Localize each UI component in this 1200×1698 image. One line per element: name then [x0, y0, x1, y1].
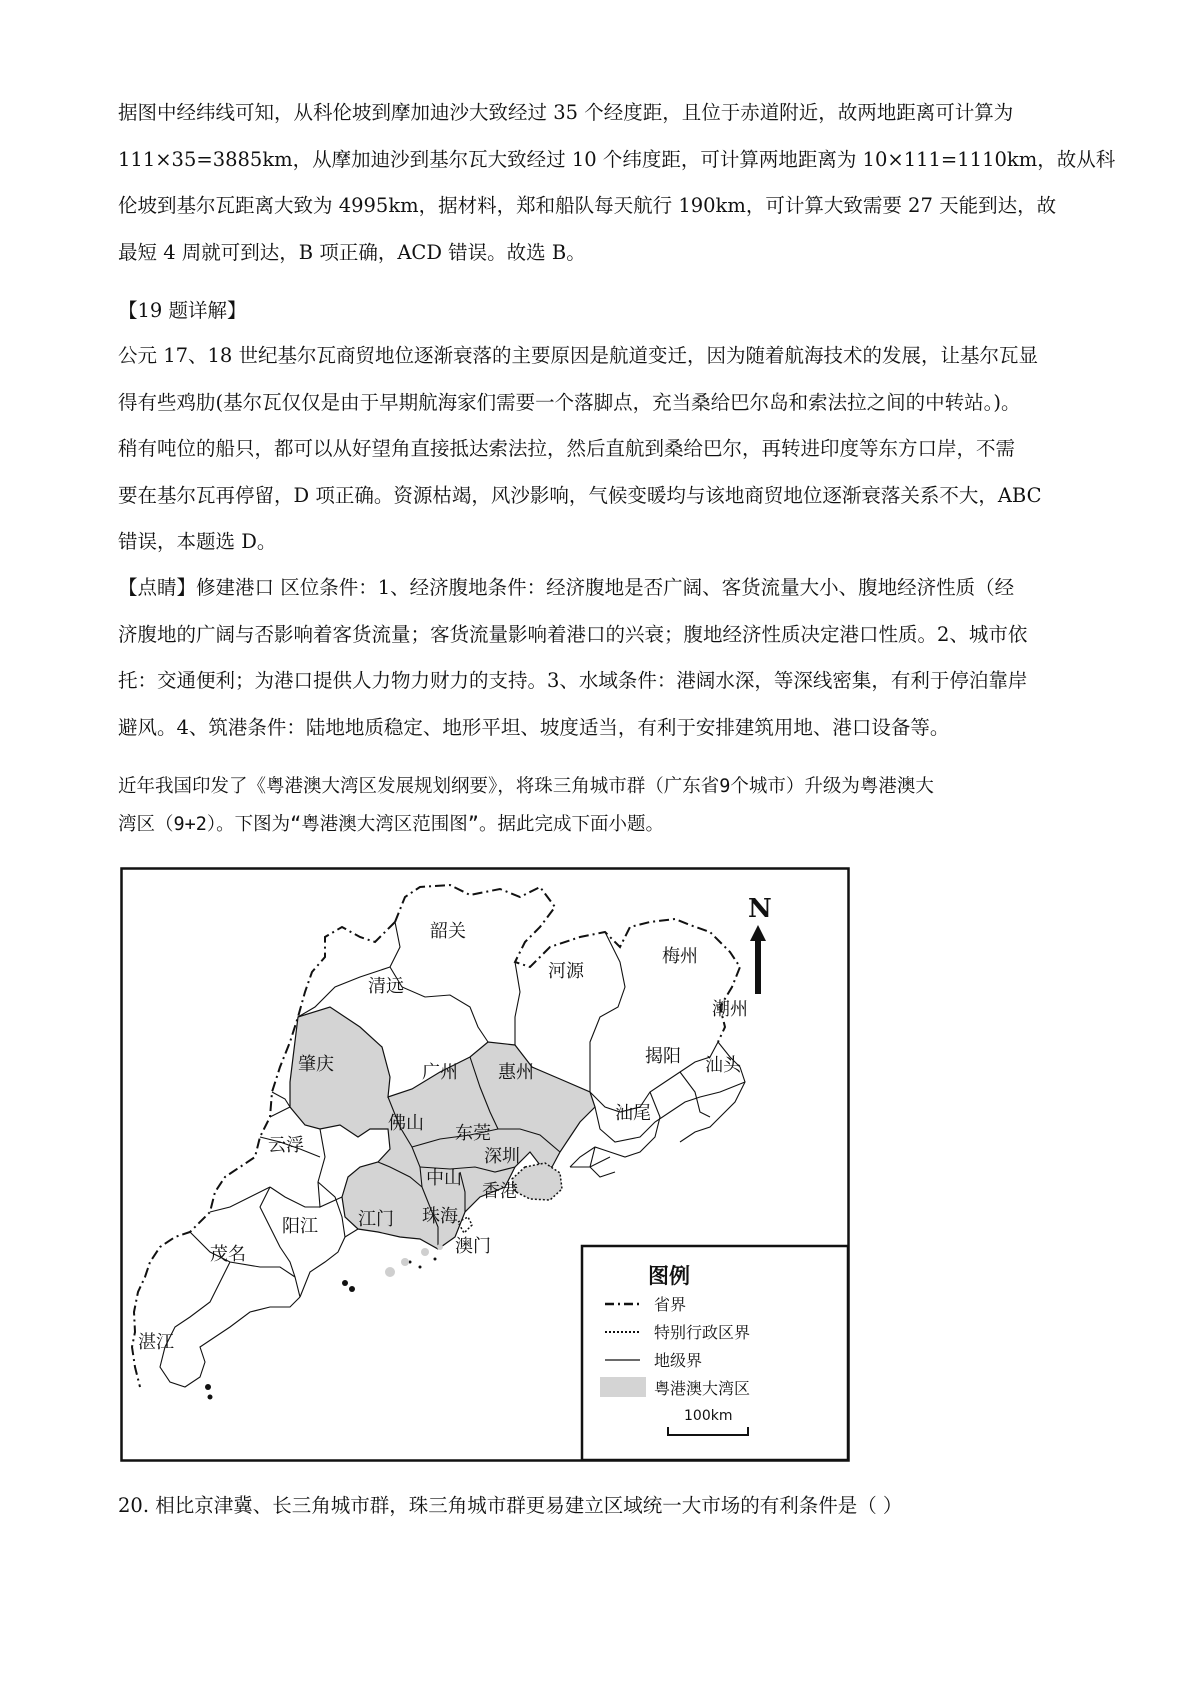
city-label-qingyuan: 清远	[368, 976, 404, 997]
map-svg	[120, 867, 850, 1462]
map-legend	[582, 1246, 848, 1460]
city-label-zhanjiang: 湛江	[138, 1332, 174, 1353]
city-label-foshan: 佛山	[388, 1113, 424, 1134]
legend-box	[582, 1246, 848, 1460]
text-line: 【点睛】修建港口 区位条件：1、经济腹地条件：经济腹地是否广阔、客货流量大小、腹地经济性质（经	[118, 576, 1015, 599]
legend-item-sar: 特别行政区界	[654, 1323, 751, 1342]
city-label-yunfu: 云浮	[268, 1135, 304, 1156]
city-label-shanwei: 汕尾	[615, 1103, 651, 1124]
city-label-jiangmen: 江门	[358, 1209, 394, 1230]
text-line: 济腹地的广阔与否影响着客货流量；客货流量影响着港口的兴衰；腹地经济性质决定港口性质。2、城市依	[118, 622, 1028, 646]
answer-paragraph-19	[118, 333, 1093, 566]
text-line: 得有些鸡肋(基尔瓦仅仅是由于早期航海家们需要一个落脚点，充当桑给巴尔岛和索法拉之间的中转站。)。	[118, 390, 1021, 414]
scale-label: 100km	[684, 1408, 733, 1424]
legend-item-bay-area: 粤港澳大湾区	[654, 1379, 751, 1398]
legend-item-prefecture: 地级界	[654, 1351, 703, 1370]
bay-area-map	[120, 867, 850, 1462]
city-label-maoming: 茂名	[210, 1244, 246, 1265]
question-20: 20. 相比京津冀、长三角城市群，珠三角城市群更易建立区域统一大市场的有利条件是（ ）	[118, 1494, 903, 1517]
city-label-zhaoqing: 肇庆	[298, 1054, 334, 1075]
heading-question-19: 【19 题详解】	[118, 299, 247, 322]
key-point-paragraph	[118, 565, 1093, 751]
text-line: 稍有吨位的船只，都可以从好望角直接抵达索法拉，然后直航到桑给巴尔，再转进印度等东方口岸，不需	[118, 437, 1016, 460]
city-label-shantou: 汕头	[705, 1055, 741, 1076]
city-label-yangjiang: 阳江	[282, 1216, 318, 1237]
text-line: 湾区（9+2）。下图为“粤港澳大湾区范围图”。据此完成下面小题。	[118, 814, 664, 835]
city-label-jieyang: 揭阳	[645, 1046, 681, 1067]
text-line: 错误，本题选 D。	[118, 530, 277, 553]
city-label-dongguan: 东莞	[455, 1123, 491, 1144]
question-intro	[118, 768, 1093, 844]
legend-item-province: 省界	[654, 1295, 687, 1314]
legend-bay-area-swatch	[600, 1377, 646, 1397]
city-label-macau: 澳门	[455, 1236, 491, 1257]
text-line: 要在基尔瓦再停留，D 项正确。资源枯竭，风沙影响，气候变暖均与该地商贸地位逐渐衰落关系不大，ABC	[118, 483, 1042, 507]
north-label: N	[748, 894, 772, 924]
text-line: 111×35=3885km，从摩加迪沙到基尔瓦大致经过 10 个纬度距，可计算两地距离为 10×111=1110km，故从科	[118, 147, 1116, 171]
city-label-shaoguan: 韶关	[430, 921, 466, 942]
city-label-hongkong: 香港	[482, 1181, 518, 1202]
city-label-zhuhai: 珠海	[422, 1206, 458, 1227]
text-line: 托：交通便利；为港口提供人力物力财力的支持。3、水域条件：港阔水深，等深线密集，有利于停泊靠岸	[118, 669, 1028, 692]
text-line: 最短 4 周就可到达，B 项正确，ACD 错误。故选 B。	[118, 240, 586, 264]
city-label-guangzhou: 广州	[422, 1062, 458, 1083]
text-line: 避风。4、筑港条件：陆地地质稳定、地形平坦、坡度适当，有利于安排建筑用地、港口设备等。	[118, 715, 950, 739]
text-line: 伦坡到基尔瓦距离大致为 4995km，据材料，郑和船队每天航行 190km，可计算大致需要 27 天能到达，故	[118, 194, 1057, 217]
city-label-huizhou: 惠州	[498, 1062, 534, 1083]
answer-paragraph-18	[118, 90, 1116, 276]
city-label-zhongshan: 中山	[426, 1168, 462, 1189]
city-label-heyuan: 河源	[548, 961, 584, 982]
text-line: 据图中经纬线可知，从科伦坡到摩加迪沙大致经过 35 个经度距，且位于赤道附近，故两地距离可计算为	[118, 101, 1014, 124]
city-label-meizhou: 梅州	[662, 946, 698, 967]
text-line: 公元 17、18 世纪基尔瓦商贸地位逐渐衰落的主要原因是航道变迁，因为随着航海技术的发展，让基尔瓦显	[118, 344, 1039, 367]
city-label-shenzhen: 深圳	[484, 1146, 520, 1167]
legend-title: 图例	[648, 1264, 690, 1288]
text-line: 近年我国印发了《粤港澳大湾区发展规划纲要》，将珠三角城市群（广东省9个城市）升级为粤港澳大	[118, 776, 934, 797]
city-label-chaozhou: 潮州	[712, 999, 748, 1020]
